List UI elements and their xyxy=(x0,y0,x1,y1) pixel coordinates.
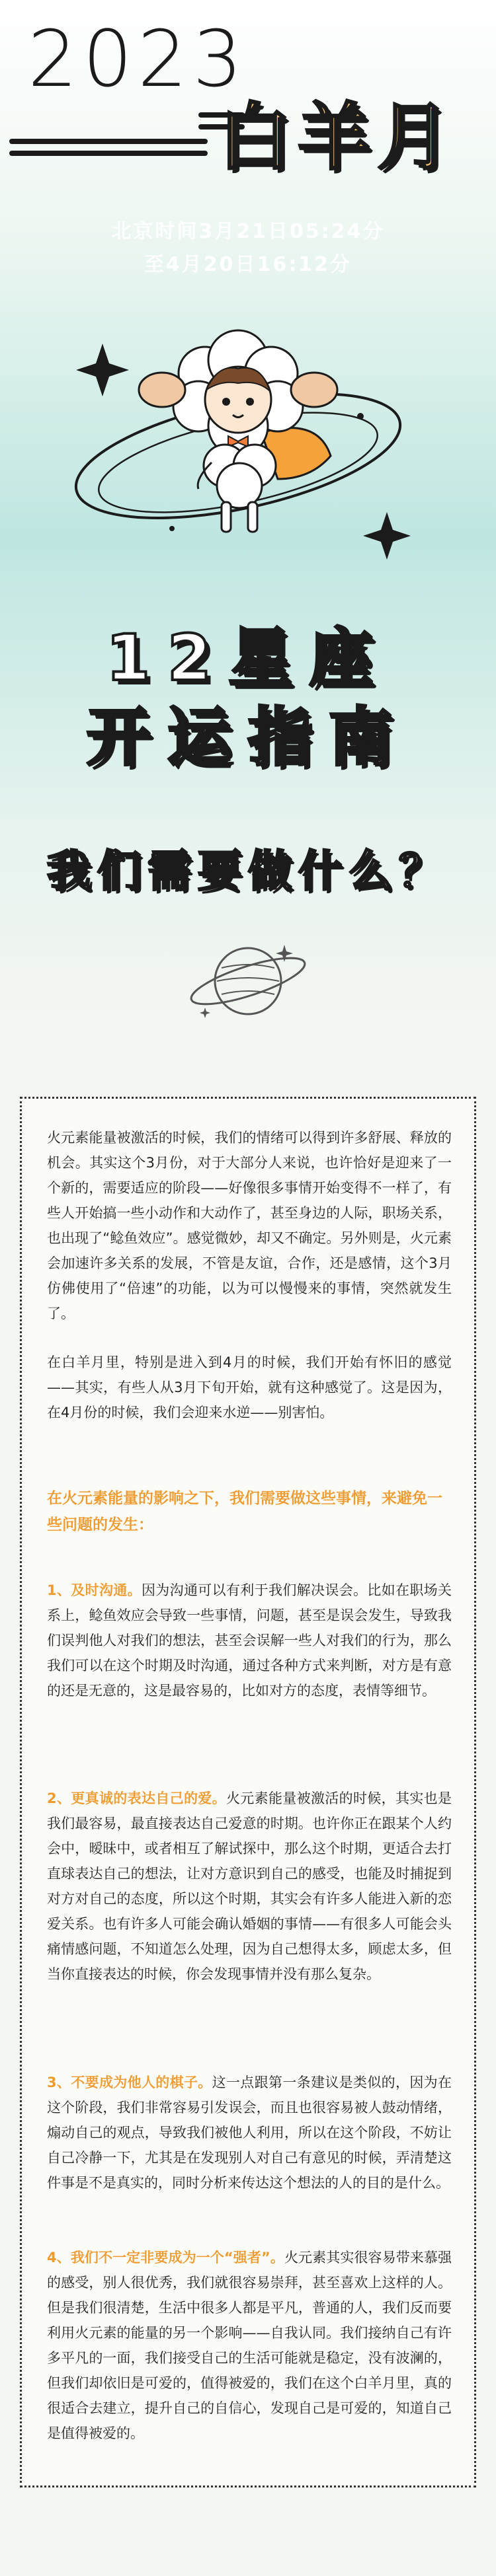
advice-item-title: 1、及时沟通。 xyxy=(47,1582,142,1598)
year-heading: 2023 xyxy=(28,13,248,104)
advice-heading: 在火元素能量的影响之下，我们需要做这些事情，来避免一些问题的发生： xyxy=(47,1490,442,1533)
question-heading: 我们需要做什么？ xyxy=(47,846,449,897)
sign-title: 白羊月 xyxy=(218,95,456,180)
decor-bar xyxy=(9,151,208,156)
advice-item-title: 3、不要成为他人的棋子。 xyxy=(47,2075,212,2090)
advice-item-title: 2、更真诚的表达自己的爱。 xyxy=(47,1790,226,1806)
sheep-mascot-illustration xyxy=(0,317,496,581)
advice-item-title: 4、我们不一定非要成为一个“强者”。 xyxy=(47,2250,284,2265)
paragraph-intro: 火元素能量被激活的时候，我们的情绪可以得到许多舒展、释放的机会。其实这个3月份，对于大部分人来说，也许恰好是迎来了一个新的，需要适应的阶段——好像很多事情开始变得不一样了，有些人开始搞一些小动作和大动作了，甚至身边的人际，职场关系，也出现了“鲶鱼效应”。感觉微妙，却又不确定。另外则是，火元素会加速许多关系的发展，不管是友谊，合作，还是感情，这个3月仿佛使用了“倍速”的功能，以为可以慢慢来的事情，突然就发生了。 xyxy=(47,1130,452,1321)
advice-item-2 xyxy=(47,1786,452,1987)
hero-banner xyxy=(0,0,496,1031)
advice-item-body: 火元素其实很容易带来慕强的感受，别人很优秀，我们就很容易崇拜，甚至喜欢上这样的人。但是我们很清楚，生活中很多人都是平凡，普通的人，我们反而要利用火元素的能量的另一个影响——自我认同。我们接纳自己有许多平凡的一面，我们接受自己的生活可能就是稳定，没有波澜的，但我们却依旧是可爱的，值得被爱的，我们在这个白羊月里，真的很适合去建立，提升自己的自信心，发现自己是可爱的，知道自己是值得被爱的。 xyxy=(47,2250,452,2441)
date-to: 至4月20日16:12分 xyxy=(144,253,352,276)
advice-item-3 xyxy=(47,2070,452,2195)
date-from: 北京时间3月21日05:24分 xyxy=(111,220,385,243)
content-card xyxy=(20,1097,476,2487)
advice-item-body: 因为沟通可以有利于我们解决误会。比如在职场关系上，鲶鱼效应会导致一些事情，问题，甚至是误会发生，导致我们误判他人对我们的想法，甚至会误解一些人对我们的行为，那么我们可以在这个时期及时沟通，通过各种方式来判断，对方是有意的还是无意的，这是最容易的，比如对方的态度，表情等细节。 xyxy=(47,1582,452,1699)
advice-item-body: 火元素能量被激活的时候，其实也是我们最容易，最直接表达自己爱意的时期。也许你正在跟某个人约会中，暧昧中，或者相互了解试探中，那么这个时期，更适合去打直球表达自己的想法，让对方意识到自己的感受，也能及时捕捉到对方对自己的态度，所以这个时期，其实会有许多人能进入新的恋爱关系。也有许多人可能会确认婚姻的事情——有很多人可能会头痛情感问题，不知道怎么处理，因为自己想得太多，顾虑太多，但当你直接表达的时候，你会发现事情并没有那么复杂。 xyxy=(47,1790,452,1982)
title-line-2: 开运指南 xyxy=(87,700,409,774)
sparkle-star-icon xyxy=(363,512,411,560)
title-line-1: 12星座 xyxy=(106,621,390,695)
decor-bar xyxy=(9,139,208,144)
sparkle-star-icon xyxy=(76,344,129,396)
planet-icon xyxy=(185,932,311,1031)
advice-item-1 xyxy=(47,1578,452,1703)
advice-item-4 xyxy=(47,2245,452,2446)
paragraph-mercury: 在白羊月里，特别是进入到4月的时候，我们开始有怀旧的感觉——其实，有些人从3月下旬开始，就有这种感觉了。这是因为，在4月份的时候，我们会迎来水逆——别害怕。 xyxy=(47,1354,452,1420)
advice-item-body: 这一点跟第一条建议是类似的，因为在这个阶段，我们非常容易引发误会，而且也很容易被人鼓动情绪，煽动自己的观点，导致我们被他人利用，所以在这个阶段，不妨让自己冷静一下，尤其是在发现别人对自己有意见的时候，弄清楚这件事是不是真实的，同时分析来传达这个想法的人的目的是什么。 xyxy=(47,2075,452,2191)
